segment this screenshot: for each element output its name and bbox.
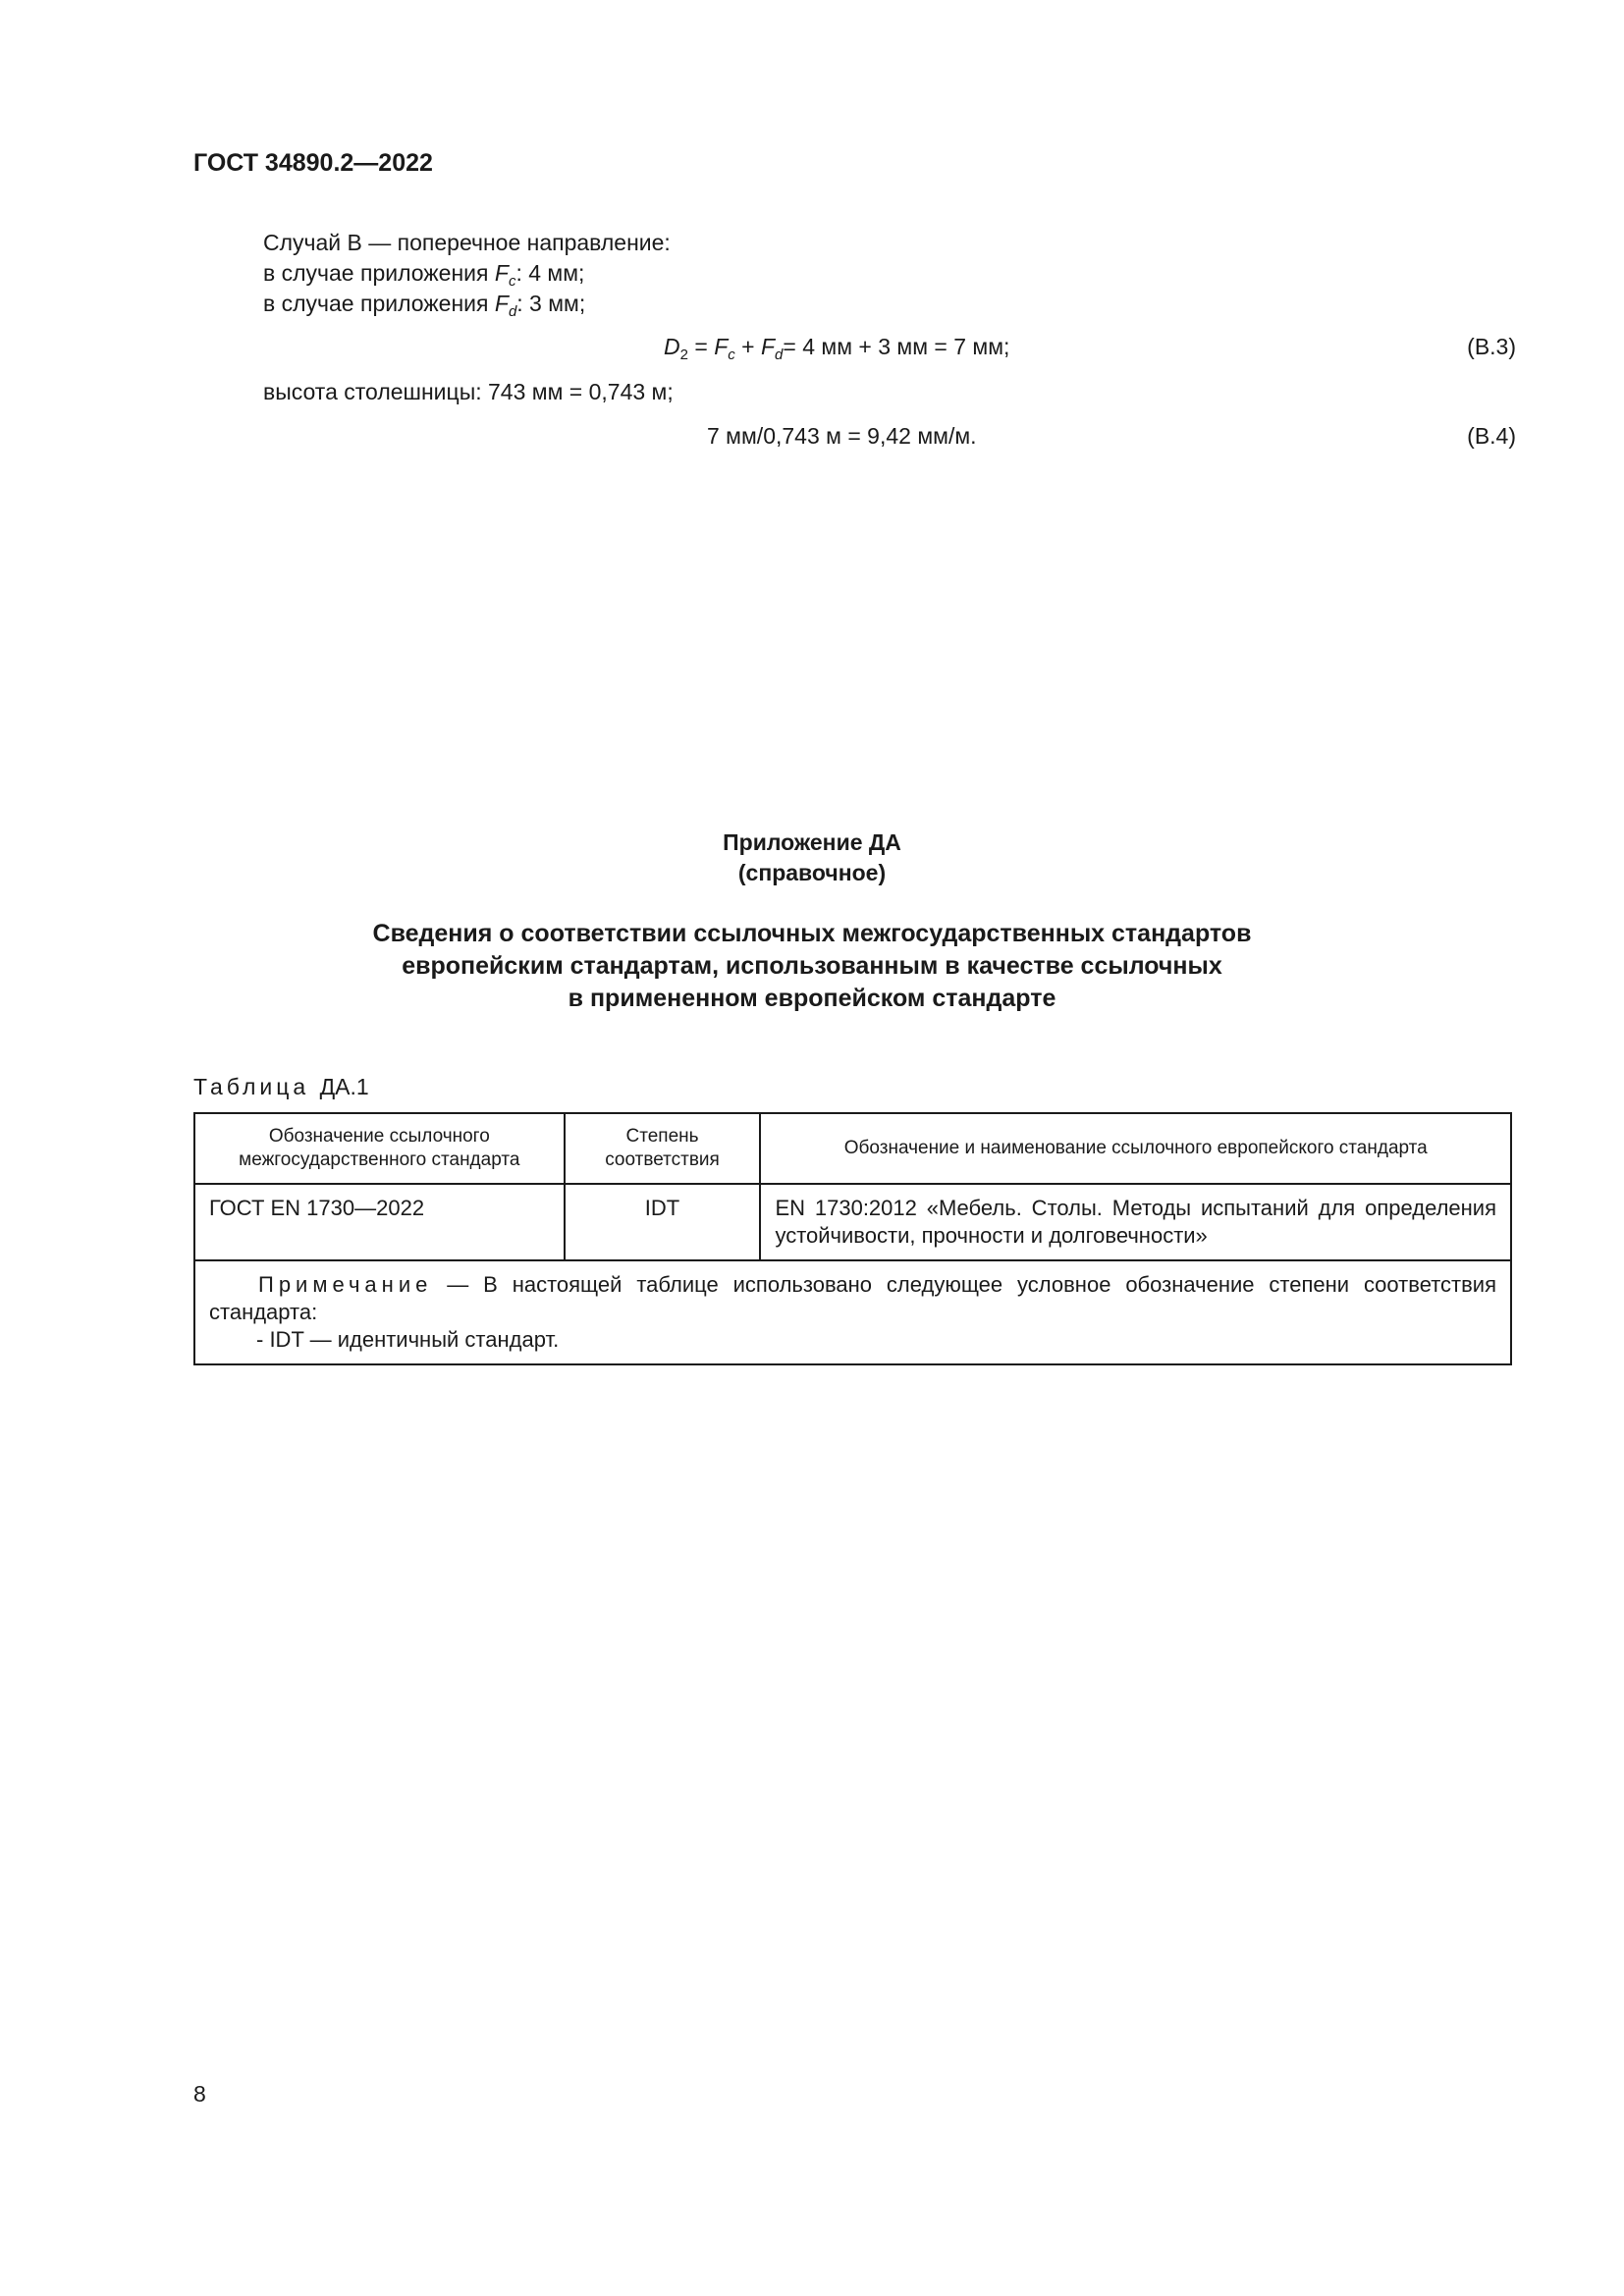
note-text: — В настоящей таблице использовано следующее условное обозначение степени соответствия стандарта: <box>209 1272 1496 1324</box>
case-b-block <box>263 228 671 319</box>
annex-title-line-3: в примененном европейском стандарте <box>568 985 1056 1012</box>
case-b-fc-line: в случае приложения $F_c$: 4 мм; <box>263 260 585 290</box>
annex-title: Приложение ДА <box>723 829 901 855</box>
table-note <box>194 1260 1511 1364</box>
formula-b4: 7 мм/0,743 м = 9,42 мм/м. <box>707 423 977 449</box>
equation-number-b3: (B.3) <box>1467 334 1516 359</box>
annex-type: (справочное) <box>737 860 887 885</box>
note-item: - IDT — идентичный стандарт. <box>256 1327 560 1352</box>
cell-gost: ГОСТ EN 1730—2022 <box>194 1184 565 1260</box>
annex-section-title <box>0 918 1624 1015</box>
table-height-line: высота столешницы: 743 мм = 0,743 м; <box>263 379 674 404</box>
case-b-title: Случай В — поперечное направление: <box>263 230 671 255</box>
table-caption: Таблица ДА.1 <box>193 1074 369 1099</box>
table-header-row <box>194 1113 1511 1184</box>
annex-heading <box>0 828 1624 888</box>
formula-b3: $D_2 = F_c + F_d= 4$ мм + 3 мм = 7 мм; <box>664 334 1010 363</box>
annex-title-line-2: европейским стандартам, использованным в качестве ссылочных <box>402 952 1222 980</box>
annex-title-line-1: Сведения о соответствии ссылочных межгосударственных стандартов <box>372 920 1252 947</box>
header-en: Обозначение и наименование ссылочного европейского стандарта <box>760 1113 1511 1184</box>
cell-en: EN 1730:2012 «Мебель. Столы. Методы испытаний для определения устойчивости, прочности и долговечности» <box>760 1184 1511 1260</box>
table-row <box>194 1184 1511 1260</box>
page-number: 8 <box>193 2081 206 2107</box>
document-code: ГОСТ 34890.2—2022 <box>193 149 433 177</box>
header-gost: Обозначение ссылочного межгосударственного стандарта <box>194 1113 565 1184</box>
equation-number-b4: (B.4) <box>1467 423 1516 449</box>
reference-standards-table <box>193 1112 1512 1365</box>
cell-degree: IDT <box>565 1184 761 1260</box>
table-note-row <box>194 1260 1511 1364</box>
note-label: Примечание <box>258 1272 433 1297</box>
case-b-fd-line: в случае приложения $F_d$: 3 мм; <box>263 291 586 320</box>
header-degree: Степень соответствия <box>565 1113 761 1184</box>
